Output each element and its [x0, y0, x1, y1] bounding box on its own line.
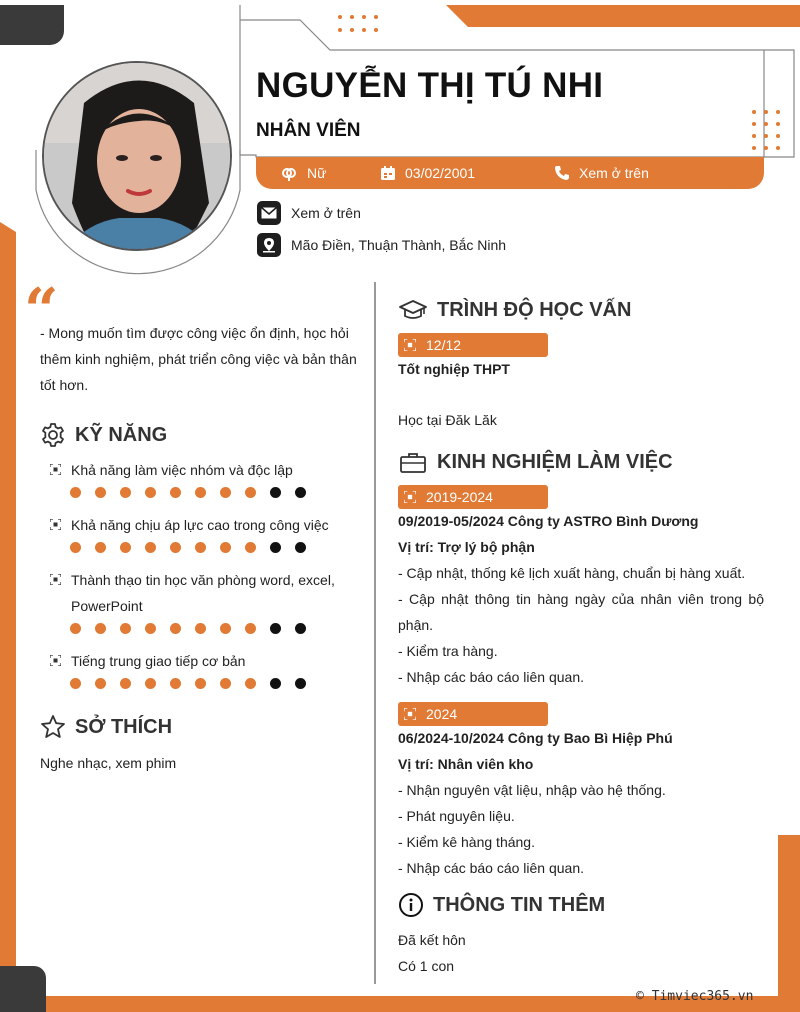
rating-dot-filled: [170, 542, 181, 553]
skill-rating: [70, 623, 360, 634]
corner-decoration-bottom-left: [0, 966, 46, 1012]
email-icon: [257, 201, 281, 225]
rating-dot-filled: [145, 678, 156, 689]
bullet-icon: [50, 519, 61, 530]
career-objective: - Mong muốn tìm được công việc ổn định, học hỏi thêm kinh nghiệm, phát triển công việc và bản thân tốt hơn.: [40, 325, 357, 393]
bullet-icon: [50, 655, 61, 666]
avatar-portrait: [44, 63, 232, 251]
phone-icon: [554, 165, 570, 181]
skills-heading-text: KỸ NĂNG: [75, 423, 168, 446]
skill-rating: [70, 487, 360, 498]
rating-dot-filled: [70, 623, 81, 634]
info-icon: [398, 892, 424, 918]
additional-info-heading: [398, 892, 605, 918]
job-duty: - Kiểm tra hàng.: [398, 643, 498, 659]
skill-item: [50, 567, 360, 634]
skill-name: Khả năng chịu áp lực cao trong công việc: [71, 517, 329, 533]
tag-bullet-icon: [404, 339, 416, 351]
job-duty: - Nhập các báo cáo liên quan.: [398, 669, 585, 685]
additional-info-heading-text: THÔNG TIN THÊM: [433, 893, 606, 916]
rating-dot-filled: [120, 487, 131, 498]
rating-dot-filled: [245, 487, 256, 498]
bullet-icon: [50, 464, 61, 475]
rating-dot-filled: [170, 487, 181, 498]
graduation-cap-icon: [398, 298, 428, 322]
tag-bullet-icon: [404, 491, 416, 503]
rating-dot-filled: [170, 678, 181, 689]
job-tag-text: 2019-2024: [426, 489, 493, 505]
dots-decoration-top: [338, 15, 378, 32]
education-heading: [398, 298, 631, 322]
job-duty: - Cập nhật, thống kê lịch xuất hàng, chuẩn bị hàng xuất.: [398, 565, 746, 581]
rating-dot-filled: [195, 542, 206, 553]
skills-list: [50, 457, 360, 689]
rating-dot-filled: [70, 487, 81, 498]
rating-dot-filled: [220, 542, 231, 553]
left-accent-strip: [0, 232, 16, 1012]
education-heading-text: TRÌNH ĐỘ HỌC VẤN: [437, 298, 632, 321]
rating-dot-filled: [220, 678, 231, 689]
job-tag: [398, 485, 548, 509]
rating-dot-filled: [145, 542, 156, 553]
copyright: © Timviec365.vn: [636, 989, 754, 1004]
job-tag: [398, 702, 548, 726]
briefcase-icon: [398, 450, 428, 474]
job-duty: - Nhập các báo cáo liên quan.: [398, 860, 585, 876]
job-duty: - Nhận nguyên vật liệu, nhập vào hệ thống.: [398, 782, 666, 798]
rating-dot-empty: [295, 487, 306, 498]
skill-item: [50, 648, 360, 689]
job-title: 06/2024-10/2024 Công ty Bao Bì Hiệp Phú: [398, 730, 673, 746]
bullet-icon: [50, 574, 61, 585]
skill-name: Khả năng làm việc nhóm và độc lập: [71, 462, 293, 478]
rating-dot-filled: [220, 487, 231, 498]
rating-dot-filled: [120, 542, 131, 553]
rating-dot-filled: [145, 623, 156, 634]
hobbies-text: Nghe nhạc, xem phim: [40, 755, 177, 771]
rating-dot-filled: [195, 623, 206, 634]
email-value: Xem ở trên: [291, 205, 361, 221]
experience-heading: [398, 450, 673, 474]
rating-dot-filled: [245, 623, 256, 634]
education-tag-text: 12/12: [426, 337, 462, 353]
rating-dot-filled: [120, 623, 131, 634]
skill-name: Tiếng trung giao tiếp cơ bản: [71, 653, 246, 669]
rating-dot-filled: [245, 542, 256, 553]
job-duty: - Phát nguyên liệu.: [398, 808, 515, 824]
education-detail: Học tại Đăk Lăk: [398, 412, 497, 428]
candidate-name: NGUYỄN THỊ TÚ NHI: [256, 66, 604, 105]
address-row: [257, 233, 506, 257]
rating-dot-empty: [270, 678, 281, 689]
rating-dot-empty: [295, 542, 306, 553]
skill-item: [50, 457, 360, 498]
rating-dot-filled: [120, 678, 131, 689]
rating-dot-filled: [195, 678, 206, 689]
job-role: Vị trí: Nhân viên kho: [398, 756, 534, 772]
location-pin-icon: [257, 233, 281, 257]
job-role: Vị trí: Trợ lý bộ phận: [398, 539, 535, 555]
rating-dot-filled: [70, 678, 81, 689]
additional-info-line: Có 1 con: [398, 958, 455, 974]
experience-heading-text: KINH NGHIỆM LÀM VIỆC: [437, 450, 673, 473]
job-title: 09/2019-05/2024 Công ty ASTRO Bình Dương: [398, 513, 699, 529]
rating-dot-filled: [170, 623, 181, 634]
birthday-value: 03/02/2001: [405, 165, 476, 181]
address-value: Mão Điền, Thuận Thành, Bắc Ninh: [291, 237, 507, 253]
education-tag: [398, 333, 548, 357]
rating-dot-empty: [295, 678, 306, 689]
rating-dot-filled: [70, 542, 81, 553]
rating-dot-filled: [95, 542, 106, 553]
additional-info: [398, 927, 466, 979]
job-entry: [398, 725, 764, 881]
skill-rating: [70, 678, 360, 689]
job-duty: - Cập nhật thông tin hàng ngày của nhân viên trong bộ phận.: [398, 591, 764, 633]
skill-item: [50, 512, 360, 553]
rating-dot-filled: [95, 678, 106, 689]
rating-dot-filled: [95, 487, 106, 498]
job-entry: [398, 508, 764, 690]
quote-icon: “: [24, 276, 59, 346]
phone-info: [554, 157, 649, 189]
calendar-icon: [380, 165, 396, 181]
rating-dot-empty: [295, 623, 306, 634]
rating-dot-filled: [145, 487, 156, 498]
job-tag-text: 2024: [426, 706, 458, 722]
additional-info-line: Đã kết hôn: [398, 932, 466, 948]
rating-dot-filled: [195, 487, 206, 498]
avatar: [42, 61, 232, 251]
skills-heading: [40, 422, 167, 448]
gear-icon: [40, 422, 66, 448]
right-accent-strip: [778, 835, 800, 1012]
job-duty: - Kiểm kê hàng tháng.: [398, 834, 535, 850]
gender-icon: [280, 164, 298, 182]
rating-dot-filled: [95, 623, 106, 634]
skill-name: Thành thạo tin học văn phòng word, excel, PowerPoint: [71, 572, 335, 614]
personal-info-bar: [256, 157, 764, 189]
email-row: [257, 201, 361, 225]
hobbies-heading-text: SỞ THÍCH: [75, 715, 173, 738]
birthday-info: [380, 157, 475, 189]
column-divider: [374, 282, 376, 984]
rating-dot-empty: [270, 623, 281, 634]
gender-info: [280, 157, 326, 189]
rating-dot-filled: [245, 678, 256, 689]
candidate-position: NHÂN VIÊN: [256, 120, 361, 141]
gender-value: Nữ: [307, 165, 327, 181]
rating-dot-empty: [270, 542, 281, 553]
phone-value: Xem ở trên: [579, 165, 649, 181]
dots-decoration-right: [752, 110, 780, 150]
hobbies-heading: [40, 714, 172, 740]
tag-bullet-icon: [404, 708, 416, 720]
education-degree: Tốt nghiệp THPT: [398, 361, 510, 377]
rating-dot-empty: [270, 487, 281, 498]
star-icon: [40, 714, 66, 740]
rating-dot-filled: [220, 623, 231, 634]
skill-rating: [70, 542, 360, 553]
